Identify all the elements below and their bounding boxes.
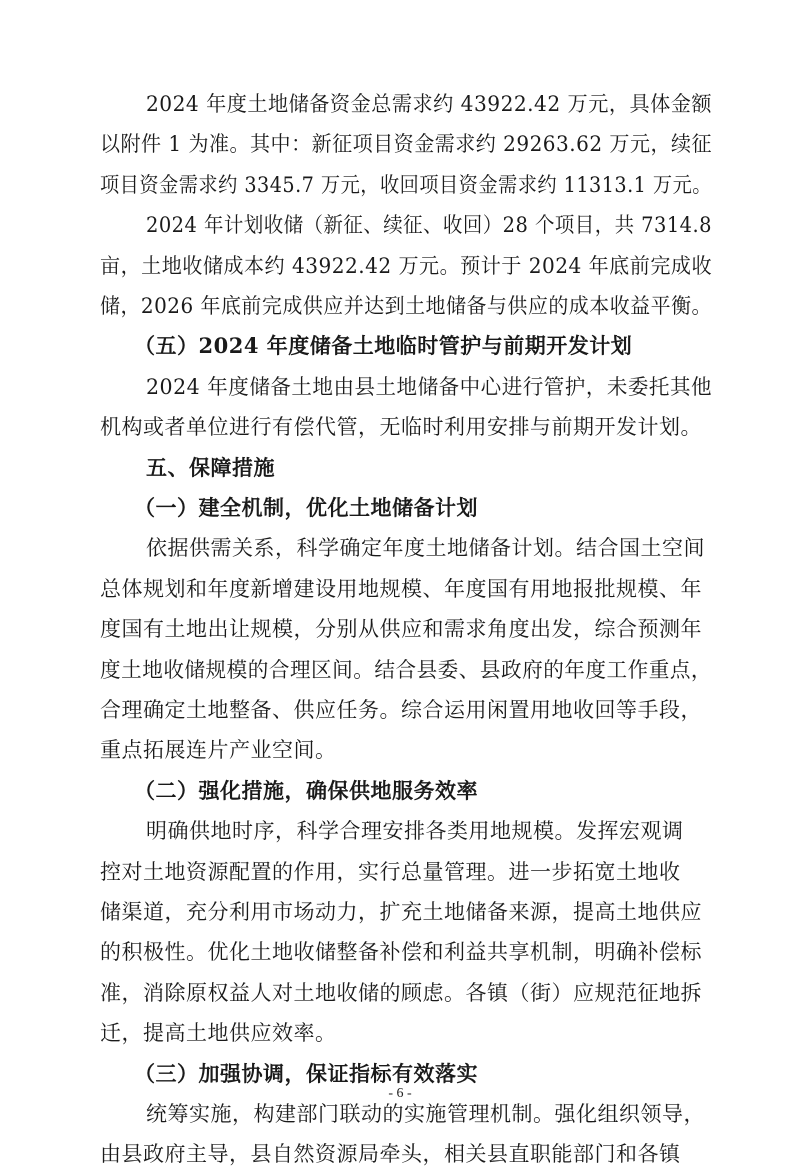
subsection-heading-text: （三）加强协调，保证指标有效落实 — [134, 1060, 478, 1086]
paragraph-line — [0, 165, 800, 205]
paragraph-text: 2024 年度储备土地由县土地储备中心进行管护，未委托其他 — [146, 374, 713, 399]
paragraph-line — [0, 286, 800, 326]
subsection-heading — [0, 771, 800, 811]
paragraph-line — [0, 690, 800, 730]
paragraph-text: 统筹实施，构建部门联动的实施管理机制。强化组织领导， — [146, 1102, 705, 1126]
paragraph-line — [0, 569, 800, 609]
paragraph-line — [0, 407, 800, 447]
section-heading — [0, 448, 800, 488]
paragraph-line — [0, 246, 800, 286]
section-heading-text: 五、保障措施 — [146, 455, 275, 480]
paragraph-text: 准，消除原权益人对土地收储的顾虑。各镇（街）应规范征地拆 — [100, 980, 702, 1005]
paragraph-text: 总体规划和年度新增建设用地规模、年度国有用地报批规模、年 — [100, 576, 702, 601]
paragraph-text: 由县政府主导，县自然资源局牵头，相关县直职能部门和各镇 — [100, 1142, 681, 1167]
page-number: - 6 - — [388, 1086, 412, 1101]
paragraph-text: 度国有土地出让规模，分别从供应和需求角度出发，综合预测年 — [100, 617, 702, 642]
paragraph-text: 合理确定土地整备、供应任务。综合运用闲置用地收回等手段， — [100, 698, 702, 722]
paragraph-line — [0, 1134, 800, 1174]
paragraph-line — [0, 973, 800, 1013]
paragraph-text: 度土地收储规模的合理区间。结合县委、县政府的年度工作重点， — [100, 657, 713, 682]
paragraph-text: 迁，提高土地供应效率。 — [100, 1021, 337, 1046]
paragraph-text: 2024 年计划收储（新征、续征、收回）28 个项目，共 7314.8 — [146, 213, 713, 238]
paragraph-text: 项目资金需求约 3345.7 万元，收回项目资金需求约 11313.1 万元。 — [100, 172, 712, 197]
paragraph-text: 明确供地时序，科学合理安排各类用地规模。发挥宏观调 — [146, 819, 684, 844]
paragraph-text: 依据供需关系，科学确定年度土地储备计划。结合国土空间 — [146, 536, 705, 561]
paragraph-text: 亩，土地收储成本约 43922.42 万元。预计于 2024 年底前完成收 — [100, 253, 713, 278]
paragraph-text: 机构或者单位进行有偿代管，无临时利用安排与前期开发计划。 — [100, 415, 702, 440]
paragraph-line — [0, 205, 800, 245]
paragraph-text: 以附件 1 为准。其中：新征项目资金需求约 29263.62 万元，续征 — [100, 132, 713, 157]
paragraph-text: 重点拓展连片产业空间。 — [100, 738, 337, 763]
subsection-heading — [0, 326, 800, 366]
paragraph-line — [0, 528, 800, 568]
paragraph-line — [0, 932, 800, 972]
paragraph-line — [0, 852, 800, 892]
paragraph-line — [0, 609, 800, 649]
paragraph-line — [0, 367, 800, 407]
subsection-heading-text: （一）建全机制，优化土地储备计划 — [134, 495, 478, 520]
subsection-heading-text: （五）2024 年度储备土地临时管护与前期开发计划 — [134, 333, 633, 359]
paragraph-line — [0, 730, 800, 770]
paragraph-line — [0, 811, 800, 851]
paragraph-text: 储渠道，充分利用市场动力，扩充土地储备来源，提高土地供应 — [100, 900, 702, 924]
paragraph-text: 控对土地资源配置的作用，实行总量管理。进一步拓宽土地收 — [100, 859, 681, 884]
paragraph-line — [0, 1013, 800, 1053]
paragraph-text: 的积极性。优化土地收储整备补偿和利益共享机制，明确补偿标 — [100, 940, 702, 965]
paragraph-line — [0, 84, 800, 124]
subsection-heading-text: （二）强化措施，确保供地服务效率 — [134, 777, 478, 803]
paragraph-text: 2024 年度土地储备资金总需求约 43922.42 万元，具体金额 — [146, 92, 713, 116]
paragraph-line — [0, 892, 800, 932]
subsection-heading — [0, 488, 800, 528]
paragraph-line — [0, 650, 800, 690]
paragraph-text: 储，2026 年底前完成供应并达到土地储备与供应的成本收益平衡。 — [100, 294, 712, 318]
paragraph-line — [0, 124, 800, 164]
